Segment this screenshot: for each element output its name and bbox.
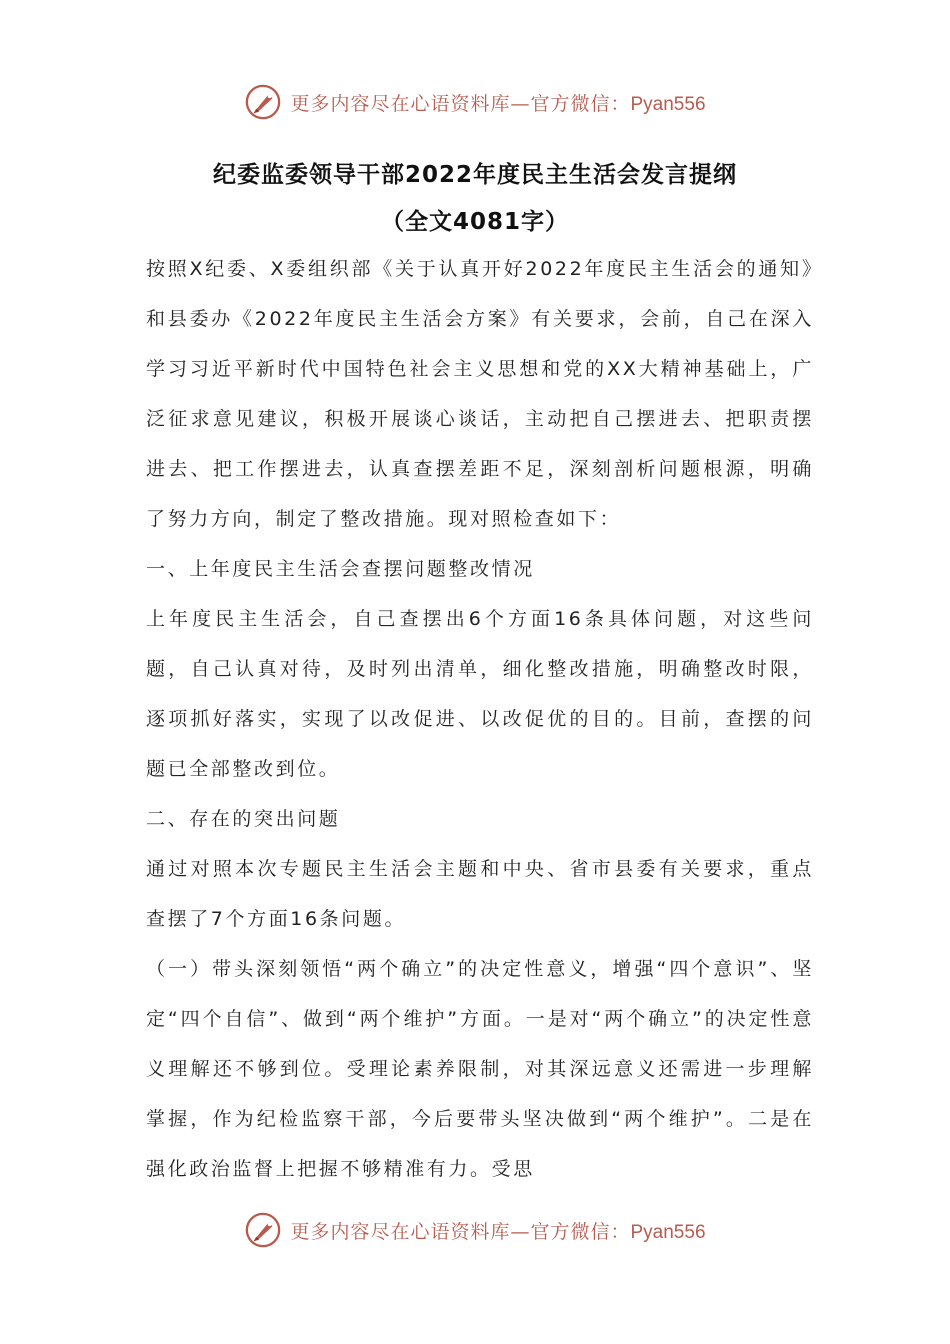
paragraph-section-1: 上年度民主生活会，自己查摆出6个方面16条具体问题，对这些问题，自己认真对待，及时列出清单，细化整改措施，明确整改时限，逐项抓好落实，实现了以改促进、以改促优的目的。目前，查摆的问题已全部整改到位。 — [146, 608, 814, 780]
document-title: 纪委监委领导干部2022年度民主生活会发言提纲 — [212, 162, 737, 188]
paragraph-intro: 按照X纪委、X委组织部《关于认真开好2022年度民主生活会的通知》和县委办《2022年度民主生活会方案》有关要求，会前，自己在深入学习习近平新时代中国特色社会主义思想和党的XX大精神基础上，广泛征求意见建议，积极开展谈心谈话，主动把自己摆进去、把职责摆进去、把工作摆进去，认真查摆差距不足，深刻剖析问题根源，明确了努力方向，制定了整改措施。现对照检查如下： — [146, 258, 814, 530]
paragraph-section-2-intro: 通过对照本次专题民主生活会主题和中央、省市县委有关要求，重点查摆了7个方面16条问题。 — [146, 858, 814, 930]
section-heading-2: 二、存在的突出问题 — [146, 808, 341, 830]
paragraph-section-2-item-1: （一）带头深刻领悟“两个确立”的决定性意义，增强“四个意识”、坚定“四个自信”、做到“两个维护”方面。一是对“两个确立”的决定性意义理解还不够到位。受理论素养限制，对其深远意义还需进一步理解掌握，作为纪检监察干部，今后要带头坚决做到“两个维护”。二是在强化政治监督上把握不够精准有力。受思 — [146, 958, 814, 1180]
section-heading-1: 一、上年度民主生活会查摆问题整改情况 — [146, 558, 535, 580]
pen-nib-icon — [244, 83, 282, 121]
watermark-text: 更多内容尽在心语资料库—官方微信：Pyan556 — [290, 1220, 706, 1243]
watermark-footer — [0, 1208, 950, 1252]
document-subtitle: （全文4081字） — [380, 209, 569, 235]
watermark-text: 更多内容尽在心语资料库—官方微信：Pyan556 — [290, 92, 706, 115]
document-body — [146, 244, 814, 1194]
watermark-header — [0, 80, 950, 124]
pen-nib-icon — [244, 1211, 282, 1249]
